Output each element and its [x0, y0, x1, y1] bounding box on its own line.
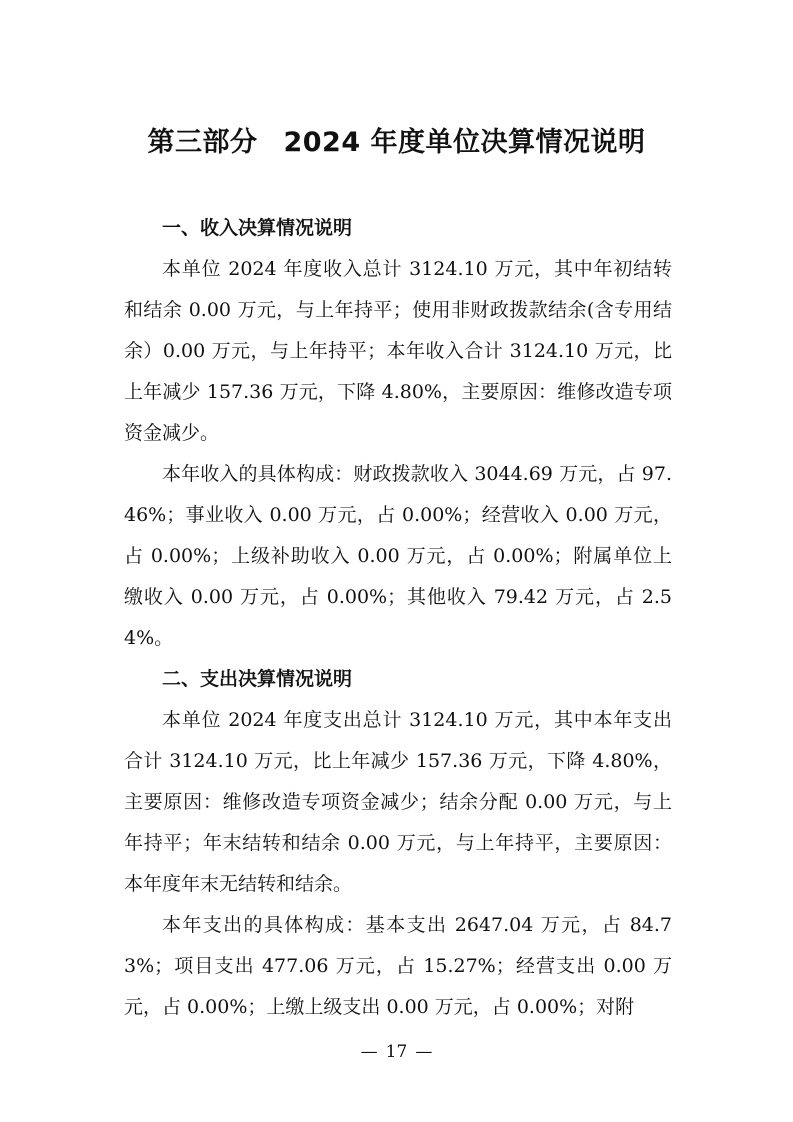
title-text: 2024 年度单位决算情况说明	[283, 127, 646, 158]
income-section	[124, 208, 672, 659]
income-composition-paragraph: 本年收入的具体构成：财政拨款收入 3044.69 万元，占 97.46%；事业收入 0.00 万元，占 0.00%；经营收入 0.00 万元，占 0.00%；上级补助收入 0.00 万元，占 0.00%；附属单位上缴收入 0.00 万元，占 0.00%；其他收入 79.42 万元，占 2.54%。	[124, 463, 672, 649]
footer-dash-right: —	[415, 1042, 433, 1062]
document-body	[124, 208, 672, 1028]
page-number: 17	[385, 1042, 408, 1062]
footer-dash-left: —	[360, 1042, 378, 1062]
expenditure-section	[124, 659, 672, 1028]
income-summary-paragraph: 本单位 2024 年度收入总计 3124.10 万元，其中年初结转和结余 0.00 万元，与上年持平；使用非财政拨款结余(含专用结余）0.00 万元，与上年持平；本年收入合计 3124.10 万元，比上年减少 157.36 万元，下降 4.80%，主要原因：维修改造专项资金减少。	[124, 258, 672, 444]
title-part-label: 第三部分	[147, 127, 258, 158]
page-title	[0, 120, 793, 159]
expenditure-summary-paragraph: 本单位 2024 年度支出总计 3124.10 万元，其中本年支出合计 3124.10 万元，比上年减少 157.36 万元，下降 4.80%，主要原因：维修改造专项资金减少；结余分配 0.00 万元，与上年持平；年末结转和结余 0.00 万元，与上年持平，主要原因：本年度年末无结转和结余。	[124, 709, 672, 895]
expenditure-composition-paragraph: 本年支出的具体构成：基本支出 2647.04 万元，占 84.73%；项目支出 477.06 万元，占 15.27%；经营支出 0.00 万元，占 0.00%；上缴上级支出 0.00 万元，占 0.00%；对附	[124, 914, 672, 1018]
expenditure-section-heading: 二、支出决算情况说明	[162, 668, 353, 690]
page-footer	[0, 1042, 793, 1062]
income-section-heading: 一、收入决算情况说明	[162, 217, 353, 239]
